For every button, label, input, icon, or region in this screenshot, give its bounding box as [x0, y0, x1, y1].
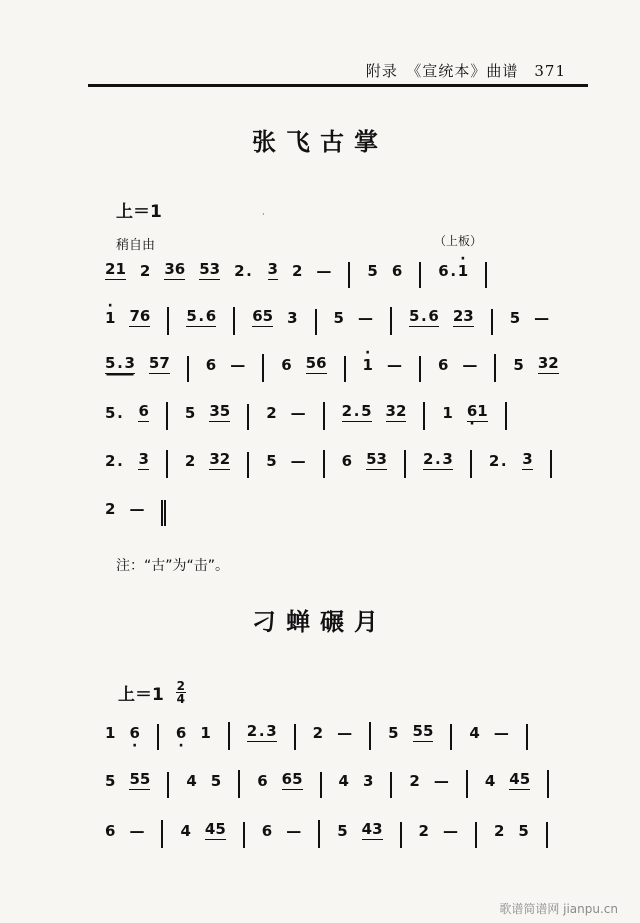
- measure: [419, 356, 494, 382]
- measure: [187, 356, 262, 382]
- watermark: 歌谱简谱网 jianpu.cn: [499, 902, 618, 916]
- beat: [334, 309, 344, 327]
- note: 5: [337, 822, 348, 840]
- beat: [105, 724, 115, 742]
- beat: [266, 404, 276, 422]
- note: 7: [159, 354, 170, 372]
- measure: [475, 822, 548, 848]
- beat: [287, 309, 297, 327]
- note: 5: [219, 402, 231, 420]
- note: 2: [291, 262, 303, 280]
- beat: [234, 262, 253, 280]
- note: 5: [305, 354, 317, 372]
- note: 2: [418, 822, 429, 840]
- note: 6: [174, 260, 186, 278]
- beat: [129, 724, 139, 742]
- note: —: [462, 356, 478, 374]
- note: —: [290, 452, 306, 470]
- beat: [105, 309, 115, 327]
- measure: [157, 724, 228, 750]
- note: 5: [367, 262, 378, 280]
- note: 2: [105, 500, 116, 518]
- note: 5: [366, 450, 377, 468]
- note: 5: [408, 307, 420, 325]
- measure: [315, 309, 390, 335]
- note: 3: [362, 772, 374, 790]
- meter-numerator: 2: [176, 679, 186, 693]
- beat: [386, 402, 407, 422]
- note: —: [286, 822, 302, 840]
- note: 6: [281, 356, 292, 374]
- measure: [247, 452, 322, 478]
- note: 2: [246, 722, 258, 740]
- beat: [434, 772, 449, 790]
- note: 5: [513, 356, 524, 374]
- note: .: [353, 402, 360, 420]
- beat: [211, 772, 221, 790]
- beat: [129, 307, 150, 327]
- beat: [206, 356, 216, 374]
- measure: [88, 402, 166, 430]
- note: 6: [391, 262, 403, 280]
- beat: [513, 356, 523, 374]
- beat: [138, 450, 148, 470]
- beat: [105, 500, 115, 518]
- note: 2: [409, 772, 420, 790]
- note: .: [435, 450, 441, 468]
- measure: [238, 770, 319, 798]
- note: —: [433, 772, 449, 790]
- beat: [105, 260, 126, 280]
- note: 6: [138, 402, 149, 420]
- note: 5: [210, 772, 222, 790]
- measure: [88, 354, 187, 382]
- note: 3: [463, 307, 474, 325]
- note: · 1: [458, 262, 468, 280]
- note: 2: [452, 307, 464, 325]
- beat: [494, 724, 509, 742]
- beat: [409, 307, 439, 327]
- note: 4: [469, 724, 480, 742]
- measure: [88, 770, 167, 798]
- note: .: [117, 452, 123, 470]
- note: 6: [105, 822, 116, 840]
- note: 2: [341, 402, 353, 420]
- score-row: [88, 440, 552, 478]
- beat: [485, 772, 495, 790]
- note: 5: [184, 404, 196, 422]
- beat: [230, 356, 245, 374]
- note: 4: [204, 820, 216, 838]
- measure: [233, 307, 314, 335]
- beat: [413, 722, 434, 742]
- note: 3: [209, 402, 220, 420]
- note: 5: [388, 724, 399, 742]
- note: 2: [422, 450, 434, 468]
- score-row: [88, 810, 548, 848]
- note: 3: [209, 450, 220, 468]
- note: 1: [442, 404, 453, 422]
- beat: [453, 307, 474, 327]
- beat: [387, 356, 402, 374]
- note: —: [493, 724, 509, 742]
- note: 1: [477, 402, 488, 420]
- beat: [105, 822, 115, 840]
- beat: [138, 402, 148, 422]
- score-row: [88, 488, 166, 526]
- note: 6: [316, 354, 327, 372]
- beat: [438, 262, 468, 280]
- note: 6 ·: [176, 724, 186, 742]
- beat: [518, 822, 528, 840]
- note: 6: [252, 307, 263, 325]
- meter-denominator: 4: [176, 692, 186, 706]
- beat: [538, 354, 559, 374]
- note: 6: [281, 770, 293, 788]
- score-row: [88, 297, 566, 335]
- note: 2: [488, 452, 500, 470]
- note: 1: [115, 260, 126, 278]
- note: .: [258, 722, 265, 740]
- beat: [489, 452, 508, 470]
- note: 3: [376, 450, 387, 468]
- note: 3: [138, 450, 149, 468]
- note: 6 ·: [467, 402, 477, 420]
- note: 5: [262, 307, 274, 325]
- measure: [404, 450, 470, 478]
- beat: [509, 770, 530, 790]
- measure: [390, 772, 465, 798]
- score-row: [88, 392, 507, 430]
- measure: [262, 354, 343, 382]
- note: 4: [338, 772, 349, 790]
- measure: [494, 354, 575, 382]
- beat: [268, 260, 278, 280]
- note: 5: [509, 309, 521, 327]
- measure: [344, 356, 419, 382]
- note: 6: [205, 356, 217, 374]
- note: —: [290, 404, 306, 422]
- measure: [88, 822, 161, 848]
- note: 5: [422, 722, 434, 740]
- header-text: 附录 《宣统本》曲谱 371: [365, 62, 566, 80]
- beat: [367, 262, 377, 280]
- piece2-key-row: [118, 680, 186, 705]
- score-row: [88, 344, 576, 382]
- beat: [342, 452, 352, 470]
- note: 5: [139, 770, 151, 788]
- beat: [358, 309, 373, 327]
- measure: [247, 404, 322, 430]
- beat: [362, 820, 383, 840]
- beat: [180, 822, 190, 840]
- measure: [400, 822, 475, 848]
- measure: [166, 450, 247, 478]
- note: .: [450, 262, 457, 280]
- note: 3: [266, 722, 277, 740]
- piece2-title: 刁蝉碾月: [252, 608, 388, 636]
- beat: [247, 722, 277, 742]
- note: 4: [186, 772, 197, 790]
- note: 2: [105, 260, 116, 278]
- note: 2: [548, 354, 559, 372]
- measure: [243, 822, 318, 848]
- note: 4: [484, 772, 496, 790]
- note: · 1: [105, 309, 115, 327]
- measure: [466, 770, 549, 798]
- beat: [149, 354, 170, 374]
- measure: [88, 260, 348, 288]
- measure: [167, 772, 238, 798]
- beat: [205, 820, 226, 840]
- beat: [510, 309, 520, 327]
- beat: [129, 500, 144, 518]
- note: 5: [186, 307, 197, 325]
- note: —: [534, 309, 550, 327]
- note: 5: [105, 772, 116, 790]
- note: 2: [395, 402, 407, 420]
- note: .: [421, 307, 427, 325]
- measure: [419, 262, 487, 288]
- note: 5: [199, 260, 210, 278]
- note: 2: [493, 822, 505, 840]
- beat: [257, 772, 267, 790]
- beat: [423, 450, 453, 470]
- note: 2: [219, 450, 231, 468]
- note: 5: [105, 354, 116, 372]
- beat: [342, 402, 372, 422]
- beat: [105, 404, 124, 422]
- decorative-dot: ·: [262, 210, 265, 219]
- beat: [363, 356, 373, 374]
- beat: [140, 262, 150, 280]
- note: 1: [105, 724, 116, 742]
- beat: [494, 822, 504, 840]
- note: 1: [200, 724, 211, 742]
- note: 3: [385, 402, 396, 420]
- beat: [105, 452, 124, 470]
- beat: [291, 452, 306, 470]
- beat: [363, 772, 373, 790]
- note: · 1: [363, 356, 373, 374]
- note: 7: [129, 307, 140, 325]
- beat: [292, 262, 302, 280]
- note: —: [316, 262, 332, 280]
- measure: [320, 772, 391, 798]
- note: 2: [266, 404, 277, 422]
- time-signature: [176, 680, 186, 705]
- beat: [105, 354, 135, 374]
- beat: [129, 770, 150, 790]
- measure: [161, 820, 242, 848]
- measure: [348, 262, 419, 288]
- measure: [323, 402, 424, 430]
- note: .: [500, 452, 507, 470]
- note: 4: [509, 770, 520, 788]
- score-row: [88, 760, 549, 798]
- beat: [164, 260, 185, 280]
- measure: [294, 724, 369, 750]
- score-row: [88, 250, 487, 288]
- note: .: [246, 262, 252, 280]
- measure: [390, 307, 491, 335]
- measure: [491, 309, 566, 335]
- note: 5: [412, 722, 423, 740]
- beat: [282, 770, 303, 790]
- beat: [534, 309, 549, 327]
- note: 6: [261, 822, 273, 840]
- note: 5: [129, 770, 140, 788]
- beat: [209, 450, 230, 470]
- beat: [291, 404, 306, 422]
- beat: [266, 452, 276, 470]
- note: 3: [372, 820, 383, 838]
- beat: [443, 822, 458, 840]
- measure: [88, 500, 166, 526]
- beat: [105, 772, 115, 790]
- beat: [209, 402, 230, 422]
- beat: [366, 450, 387, 470]
- beat: [467, 402, 488, 422]
- note: 2: [234, 262, 245, 280]
- note: 2: [139, 262, 151, 280]
- note: 4: [180, 822, 191, 840]
- measure: [450, 724, 527, 750]
- note: 2: [105, 452, 116, 470]
- note: —: [386, 356, 402, 374]
- note: 6: [341, 452, 353, 470]
- measure: [88, 307, 167, 335]
- note: .: [117, 404, 123, 422]
- measure: [318, 820, 399, 848]
- beat: [252, 307, 273, 327]
- piece1-tempo: 稍自由: [116, 238, 156, 253]
- beat: [442, 404, 452, 422]
- note: 3: [287, 309, 298, 327]
- note: .: [117, 354, 123, 372]
- note: 6: [437, 356, 449, 374]
- piece1-key: 上＝1: [116, 202, 162, 222]
- beat: [200, 724, 210, 742]
- beat: [316, 262, 331, 280]
- score-row: [88, 712, 528, 750]
- beat: [339, 772, 349, 790]
- note: 5: [266, 452, 277, 470]
- note: 2: [184, 452, 196, 470]
- beat: [409, 772, 419, 790]
- note: .: [198, 307, 205, 325]
- note: 3: [537, 354, 549, 372]
- note: 6: [428, 307, 439, 325]
- note: 5: [519, 770, 531, 788]
- note: 3: [522, 450, 533, 468]
- beat: [337, 724, 352, 742]
- note: —: [442, 822, 458, 840]
- beat: [419, 822, 429, 840]
- note: —: [230, 356, 246, 374]
- beat: [462, 356, 477, 374]
- note: 5: [105, 404, 116, 422]
- note: 3: [164, 260, 175, 278]
- note: —: [357, 309, 373, 327]
- beat: [281, 356, 291, 374]
- note: 6: [438, 262, 449, 280]
- note: 2: [312, 724, 324, 742]
- piece1-note: 注：“古”为“击”。: [116, 558, 230, 574]
- measure: [88, 724, 157, 750]
- note: 3: [124, 354, 135, 372]
- note: 6: [257, 772, 268, 790]
- note: 6: [205, 307, 217, 325]
- note: 3: [267, 260, 278, 278]
- beat: [186, 307, 216, 327]
- measure: [423, 402, 506, 430]
- measure: [167, 307, 233, 335]
- note: —: [129, 500, 145, 518]
- note: 5: [333, 309, 344, 327]
- beat: [388, 724, 398, 742]
- measure: [228, 722, 294, 750]
- note: 5: [148, 354, 160, 372]
- note: 3: [442, 450, 453, 468]
- note: 5: [361, 402, 372, 420]
- beat: [129, 822, 144, 840]
- measure: [470, 450, 552, 478]
- note: 4: [361, 820, 373, 838]
- measure: [88, 450, 166, 478]
- beat: [186, 772, 196, 790]
- note: —: [337, 724, 353, 742]
- note: 5: [292, 770, 303, 788]
- page-header: [88, 58, 588, 87]
- note: 5: [518, 822, 529, 840]
- measure: [166, 402, 247, 430]
- note: 5: [215, 820, 226, 838]
- note: 6: [139, 307, 151, 325]
- beat: [176, 724, 186, 742]
- piece1-title: 张飞古掌: [252, 128, 388, 156]
- beat: [337, 822, 347, 840]
- beat: [185, 404, 195, 422]
- beat: [438, 356, 448, 374]
- beat: [522, 450, 532, 470]
- beat: [313, 724, 323, 742]
- beat: [392, 262, 402, 280]
- note: 6 ·: [129, 724, 139, 742]
- piece1-board-mark: （上板）: [434, 234, 483, 248]
- beat: [306, 354, 327, 374]
- note: 3: [209, 260, 221, 278]
- beat: [185, 452, 195, 470]
- note: —: [129, 822, 145, 840]
- measure: [369, 722, 450, 750]
- beat: [199, 260, 220, 280]
- measure: [323, 450, 404, 478]
- beat: [262, 822, 272, 840]
- beat: [286, 822, 301, 840]
- beat: [469, 724, 479, 742]
- piece2-key: 上＝1: [118, 685, 164, 705]
